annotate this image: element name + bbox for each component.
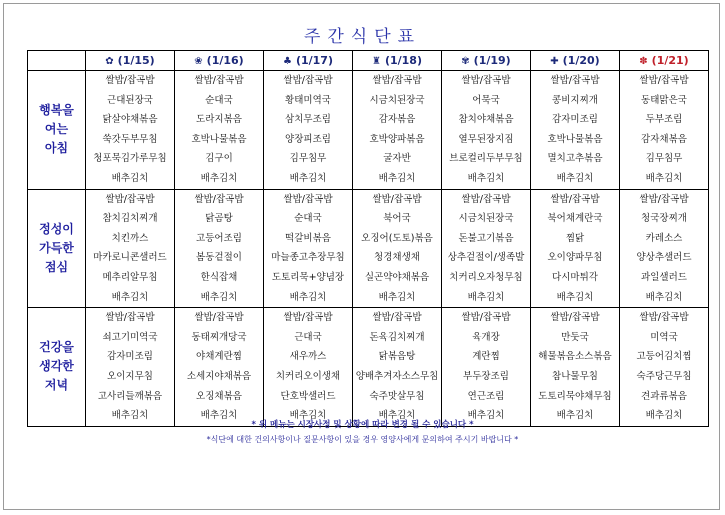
corner-cell xyxy=(28,51,86,71)
menu-item: 쌀밥/잡곡밥 xyxy=(283,75,333,86)
menu-item: 참치야채볶음 xyxy=(458,114,514,126)
menu-item: 숙주당근무침 xyxy=(636,370,692,382)
meal-label-line: 정성이 xyxy=(39,221,74,236)
menu-item: 양상추샐러드 xyxy=(636,252,692,264)
menu-item: 감자미조림 xyxy=(552,114,598,126)
day-header xyxy=(531,51,620,71)
menu-item: 도라지볶음 xyxy=(196,114,242,126)
menu-item: 견과류볶음 xyxy=(641,390,687,402)
menu-cell xyxy=(442,189,531,308)
menu-item: 굴자반 xyxy=(383,153,411,165)
menu-item: 도토리묵야채무침 xyxy=(538,390,612,402)
menu-cell xyxy=(264,308,353,427)
day-date: (1/17) xyxy=(295,54,333,67)
menu-item: 청국장찌개 xyxy=(641,213,687,225)
menu-item: 쌀밥/잡곡밥 xyxy=(639,193,689,205)
menu-cell xyxy=(353,71,442,190)
menu-item: 메추리알무침 xyxy=(102,271,158,283)
menu-item: 쌀밥/잡곡밥 xyxy=(105,193,155,205)
pinwheel-icon: ✚ xyxy=(550,56,559,67)
menu-item: 양배추겨자소스무침 xyxy=(355,370,439,382)
menu-item: 배추김치 xyxy=(111,291,149,303)
menu-item: 콩비지찌개 xyxy=(552,94,598,106)
menu-item: 실곤약야채볶음 xyxy=(364,271,430,283)
tulip-icon: ✾ xyxy=(461,56,470,67)
menu-item: 순대국 xyxy=(205,94,233,106)
menu-item: 배추김치 xyxy=(111,410,149,422)
menu-item: 쌀밥/잡곡밥 xyxy=(550,193,600,205)
menu-item: 치커리오이생채 xyxy=(275,370,341,382)
meal-row xyxy=(28,189,709,308)
menu-item: 쌀밥/잡곡밥 xyxy=(283,312,333,324)
menu-item: 배추김치 xyxy=(467,410,505,422)
menu-item: 고등어조림 xyxy=(196,232,242,244)
menu-cell xyxy=(264,189,353,308)
menu-item: 닭곰탕 xyxy=(205,213,233,225)
menu-item: 김무침무 xyxy=(289,153,327,165)
menu-item: 미역국 xyxy=(650,331,678,343)
menu-item: 쌀밥/잡곡밥 xyxy=(639,312,689,324)
menu-cell xyxy=(620,71,709,190)
day-date: (1/19) xyxy=(473,54,511,67)
menu-item: 치킨까스 xyxy=(111,232,149,244)
meal-label-line: 여는 xyxy=(44,122,69,137)
menu-item: 두부조림 xyxy=(645,114,683,126)
menu-item: 마카로니콘샐러드 xyxy=(93,252,167,264)
meal-row xyxy=(28,71,709,190)
menu-cell xyxy=(620,189,709,308)
day-header xyxy=(264,51,353,71)
menu-item: 브로컬리두부무침 xyxy=(449,153,523,165)
menu-item: 연근조림 xyxy=(467,390,505,402)
meal-label xyxy=(28,308,86,427)
flower-red-icon: ✽ xyxy=(639,56,648,67)
menu-item: 쌀밥/잡곡밥 xyxy=(550,312,600,324)
meal-label-line: 가득한 xyxy=(39,240,74,255)
menu-item: 청경채생채 xyxy=(374,252,420,264)
menu-item: 돈불고기볶음 xyxy=(458,232,514,244)
menu-item: 양장피조림 xyxy=(285,133,331,145)
menu-item: 배추김치 xyxy=(467,291,505,303)
menu-table xyxy=(27,50,709,427)
menu-item: 단호박샐러드 xyxy=(280,390,336,402)
menu-item: 닭볶음탕 xyxy=(378,351,416,363)
cup-icon: ♜ xyxy=(371,56,381,67)
menu-item: 감자채볶음 xyxy=(641,133,687,145)
menu-item: 어묵국 xyxy=(472,94,500,106)
day-date: (1/16) xyxy=(206,54,244,67)
menu-item: 참나물무침 xyxy=(552,370,598,382)
menu-cell xyxy=(86,71,175,190)
menu-item: 돈육김치찌개 xyxy=(369,331,425,343)
menu-item: 배추김치 xyxy=(289,172,327,184)
menu-item: 쌀밥/잡곡밥 xyxy=(105,75,155,86)
day-header xyxy=(175,51,264,71)
menu-item: 배추김치 xyxy=(556,291,594,303)
menu-item: 배추김치 xyxy=(645,172,683,184)
menu-item: 호박나물볶음 xyxy=(191,133,247,145)
menu-cell xyxy=(620,308,709,427)
meal-label-line: 행복을 xyxy=(39,103,74,118)
menu-cell xyxy=(86,189,175,308)
menu-item: 배추김치 xyxy=(111,172,149,184)
meal-label-line: 저녁 xyxy=(44,378,69,393)
menu-item: 쌀밥/잡곡밥 xyxy=(283,193,333,205)
menu-item: 열무된장지짐 xyxy=(458,133,514,145)
menu-item: 삼치무조림 xyxy=(285,114,331,126)
menu-item: 근대국 xyxy=(294,331,322,343)
day-header xyxy=(620,51,709,71)
menu-item: 북어국 xyxy=(383,213,411,225)
menu-item: 과일샐러드 xyxy=(641,271,687,283)
menu-item: 순대국 xyxy=(294,213,322,225)
menu-cell xyxy=(531,308,620,427)
menu-item: 배추김치 xyxy=(467,172,505,184)
menu-cell xyxy=(175,308,264,427)
menu-cell xyxy=(353,308,442,427)
menu-item: 배추김치 xyxy=(378,410,416,422)
menu-item: 소세지야채볶음 xyxy=(186,370,252,382)
menu-item: 배추김치 xyxy=(556,410,594,422)
menu-item: 쌀밥/잡곡밥 xyxy=(194,193,244,205)
menu-item: 김구이 xyxy=(205,153,233,165)
menu-item: 봄동겉절이 xyxy=(196,252,242,264)
menu-item: 시금치된장국 xyxy=(369,94,425,106)
menu-cell xyxy=(264,71,353,190)
menu-item: 오징채볶음 xyxy=(196,390,242,402)
meal-label-line: 점심 xyxy=(44,259,69,274)
clover-icon: ♣ xyxy=(282,56,292,67)
day-date: (1/18) xyxy=(384,54,422,67)
menu-item: 쌀밥/잡곡밥 xyxy=(461,312,511,324)
menu-item: 쌀밥/잡곡밥 xyxy=(461,193,511,205)
menu-item: 쇠고기미역국 xyxy=(102,331,158,343)
menu-item: 시금치된장국 xyxy=(458,213,514,225)
menu-item: 계란찜 xyxy=(472,351,500,363)
meal-label-line: 생각한 xyxy=(39,359,74,374)
menu-cell xyxy=(531,71,620,190)
menu-item: 오징어(도토)볶음 xyxy=(361,232,433,244)
menu-item: 새우까스 xyxy=(289,351,327,363)
day-header xyxy=(442,51,531,71)
menu-item: 도토리묵+양념장 xyxy=(271,271,345,283)
menu-cell xyxy=(86,308,175,427)
menu-item: 한식잡채 xyxy=(200,271,238,283)
menu-item: 찜닭 xyxy=(565,232,585,244)
menu-item: 쌀밥/잡곡밥 xyxy=(639,75,689,86)
menu-item: 만둣국 xyxy=(561,331,589,343)
menu-item: 상추겉절이/생족발 xyxy=(447,252,525,264)
menu-item: 마늘종고추장무침 xyxy=(271,252,345,264)
page-title: 주간식단표 xyxy=(303,27,422,47)
menu-item: 참치김치찌개 xyxy=(102,213,158,225)
menu-item: 배추김치 xyxy=(289,291,327,303)
menu-item: 해물볶음소스볶음 xyxy=(538,351,612,363)
menu-item: 다시마튀각 xyxy=(552,271,598,283)
notice-change: * 위 메뉴는 시장사정 및 상황에 따라 변경 될 수 있습니다 * xyxy=(251,420,474,430)
menu-item: 배추김치 xyxy=(289,410,327,422)
menu-cell xyxy=(442,71,531,190)
menu-item: 쑥갓두부무침 xyxy=(102,133,158,145)
menu-item: 동태맑은국 xyxy=(641,94,687,106)
day-date: (1/20) xyxy=(562,54,600,67)
meal-label xyxy=(28,189,86,308)
menu-item: 쌀밥/잡곡밥 xyxy=(372,75,422,86)
menu-item: 치커리오자청무침 xyxy=(449,271,523,283)
menu-item: 야채계란찜 xyxy=(196,351,242,363)
meal-label-line: 아침 xyxy=(44,141,69,156)
menu-item: 북어채계란국 xyxy=(547,213,603,225)
meal-body xyxy=(28,71,709,427)
menu-item: 고사리들깨볶음 xyxy=(97,390,163,402)
menu-item: 배추김치 xyxy=(378,291,416,303)
menu-item: 떡갈비볶음 xyxy=(285,232,331,244)
menu-item: 숙주맛살무침 xyxy=(369,390,425,402)
menu-item: 배추김치 xyxy=(645,410,683,422)
menu-item: 쌀밥/잡곡밥 xyxy=(461,75,511,86)
menu-item: 배추김치 xyxy=(556,172,594,184)
menu-item: 쌀밥/잡곡밥 xyxy=(372,193,422,205)
flower-icon: ✿ xyxy=(105,56,114,67)
header-row xyxy=(28,51,709,71)
menu-item: 배추김치 xyxy=(200,291,238,303)
menu-item: 쌀밥/잡곡밥 xyxy=(372,312,422,324)
menu-item: 근대된장국 xyxy=(107,94,153,106)
menu-item: 감자미조림 xyxy=(107,351,153,363)
meal-row xyxy=(28,308,709,427)
menu-item: 오이지무침 xyxy=(107,370,153,382)
day-header xyxy=(353,51,442,71)
menu-item: 부두장조림 xyxy=(463,370,509,382)
menu-item: 쌀밥/잡곡밥 xyxy=(550,75,600,86)
day-date: (1/21) xyxy=(651,54,689,67)
menu-cell xyxy=(531,189,620,308)
menu-item: 배추김치 xyxy=(378,172,416,184)
menu-item: 쌀밥/잡곡밥 xyxy=(194,312,244,324)
day-date: (1/15) xyxy=(117,54,155,67)
menu-item: 호박양파볶음 xyxy=(369,133,425,145)
menu-item: 동태찌개당국 xyxy=(191,331,247,343)
menu-item: 닭살야채볶음 xyxy=(102,114,158,126)
day-header xyxy=(86,51,175,71)
notice-contact: *식단에 대한 건의사항이나 질문사항이 있을 경우 영양사에게 문의하여 주시기 바랍니다 * xyxy=(206,435,519,444)
menu-item: 오이양파무침 xyxy=(547,252,603,264)
menu-item: 황태미역국 xyxy=(285,94,331,106)
menu-item: 배추김치 xyxy=(645,291,683,303)
menu-item: 육개장 xyxy=(472,331,500,343)
menu-item: 배추김치 xyxy=(200,172,238,184)
menu-item: 배추김치 xyxy=(200,410,238,422)
menu-item: 김무침무 xyxy=(645,153,683,165)
menu-item: 쌀밥/잡곡밥 xyxy=(194,75,244,86)
menu-item: 청포묵김가루무침 xyxy=(93,153,167,165)
menu-item: 호박나물볶음 xyxy=(547,133,603,145)
menu-cell xyxy=(175,71,264,190)
meal-label-line: 건강을 xyxy=(39,340,74,355)
menu-cell xyxy=(353,189,442,308)
meal-label xyxy=(28,71,86,190)
menu-cell xyxy=(442,308,531,427)
menu-item: 쌀밥/잡곡밥 xyxy=(105,312,155,324)
menu-item: 카레소스 xyxy=(645,232,683,244)
menu-item: 멸치고추볶음 xyxy=(547,153,603,165)
leaf-icon: ❀ xyxy=(194,56,203,67)
menu-item: 고등어김치찜 xyxy=(636,351,692,363)
menu-cell xyxy=(175,189,264,308)
menu-item: 감자볶음 xyxy=(378,114,416,126)
